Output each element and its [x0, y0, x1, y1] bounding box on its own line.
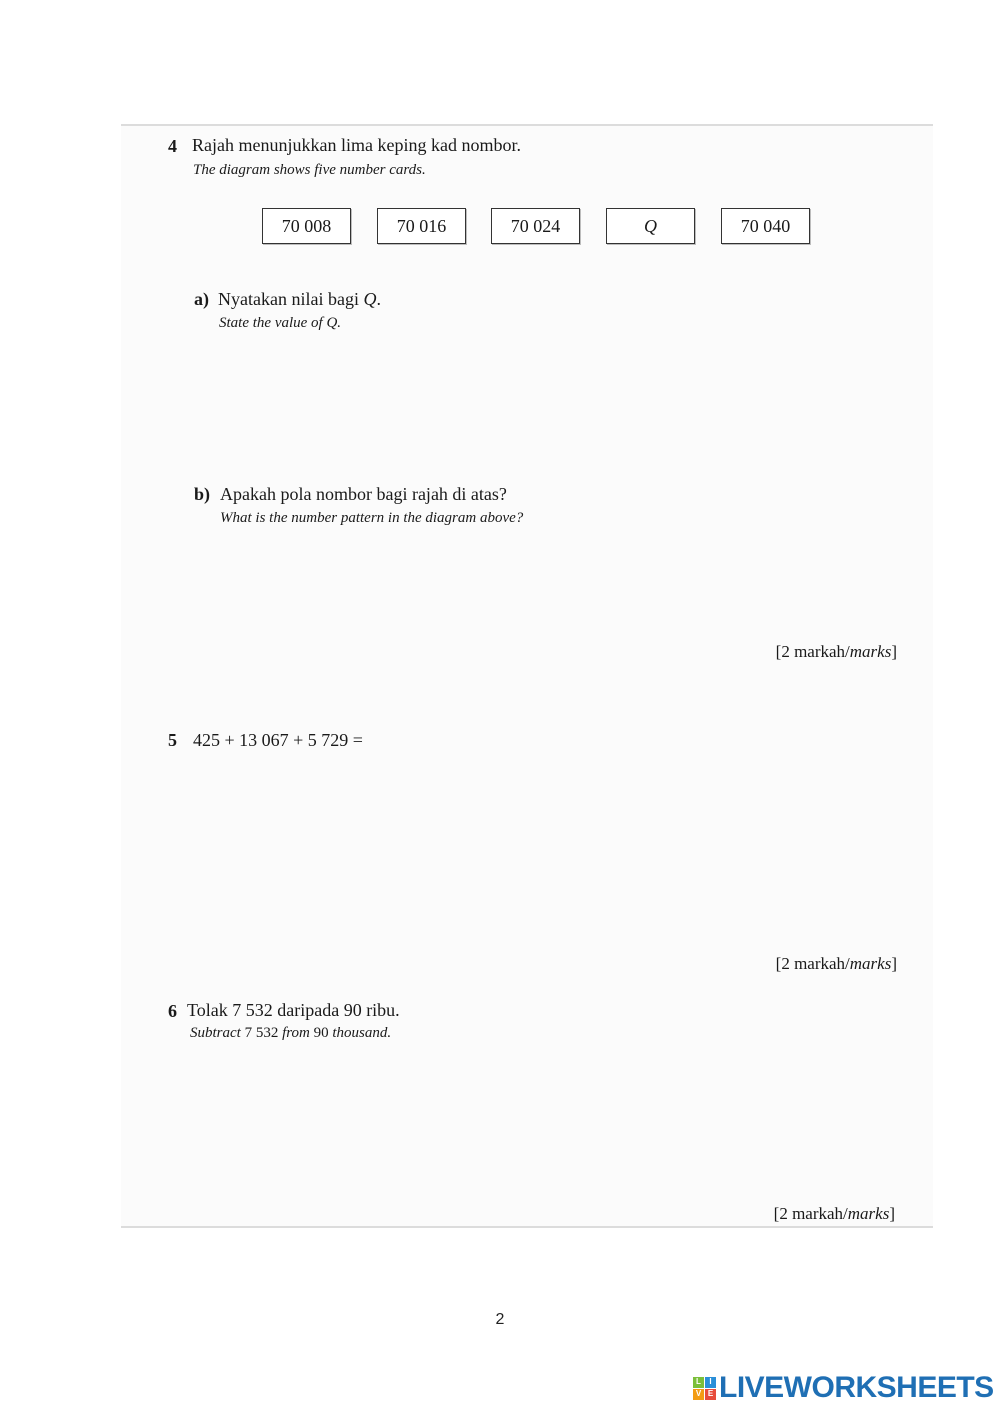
number-card-1: 70 008	[262, 208, 351, 244]
part-a-label: a)	[194, 289, 209, 309]
question-6-number: 6	[168, 1001, 177, 1021]
logo-letter-v: V	[693, 1389, 704, 1400]
question-6-marks: [2 markah/marks]	[773, 1204, 895, 1223]
question-4-number: 4	[168, 136, 177, 156]
logo-letter-i: I	[705, 1377, 716, 1388]
page-number: 2	[495, 1311, 505, 1328]
question-6-text-en: Subtract 7 532 from 90 thousand.	[190, 1025, 392, 1041]
worksheet-page	[121, 124, 933, 1228]
question-4-text-en: The diagram shows five number cards.	[193, 162, 426, 178]
part-a-text-en: State the value of Q.	[219, 315, 342, 331]
liveworksheets-logo[interactable]	[693, 1373, 994, 1403]
part-b-text-en: What is the number pattern in the diagram above?	[220, 510, 524, 526]
question-4-marks: [2 markah/marks]	[775, 642, 897, 661]
liveworksheets-logo-text: LIVEWORKSHEETS	[719, 1371, 994, 1404]
number-card-5: 70 040	[721, 208, 810, 244]
logo-letter-l: L	[693, 1377, 704, 1388]
part-a-text-ms: Nyatakan nilai bagi Q.	[218, 289, 381, 309]
question-6-text-ms: Tolak 7 532 daripada 90 ribu.	[187, 1000, 400, 1020]
question-4-text-ms: Rajah menunjukkan lima keping kad nombor.	[192, 135, 521, 155]
part-b-label: b)	[194, 484, 211, 504]
number-card-q: Q	[606, 208, 695, 244]
logo-letter-e: E	[705, 1389, 716, 1400]
part-b-text-ms: Apakah pola nombor bagi rajah di atas?	[220, 484, 507, 504]
liveworksheets-logo-icon	[693, 1377, 716, 1400]
number-card-3: 70 024	[491, 208, 580, 244]
number-card-2: 70 016	[377, 208, 466, 244]
question-5-number: 5	[168, 730, 177, 750]
question-5-marks: [2 markah/marks]	[775, 954, 897, 973]
question-5-text: 425 + 13 067 + 5 729 =	[193, 730, 363, 750]
